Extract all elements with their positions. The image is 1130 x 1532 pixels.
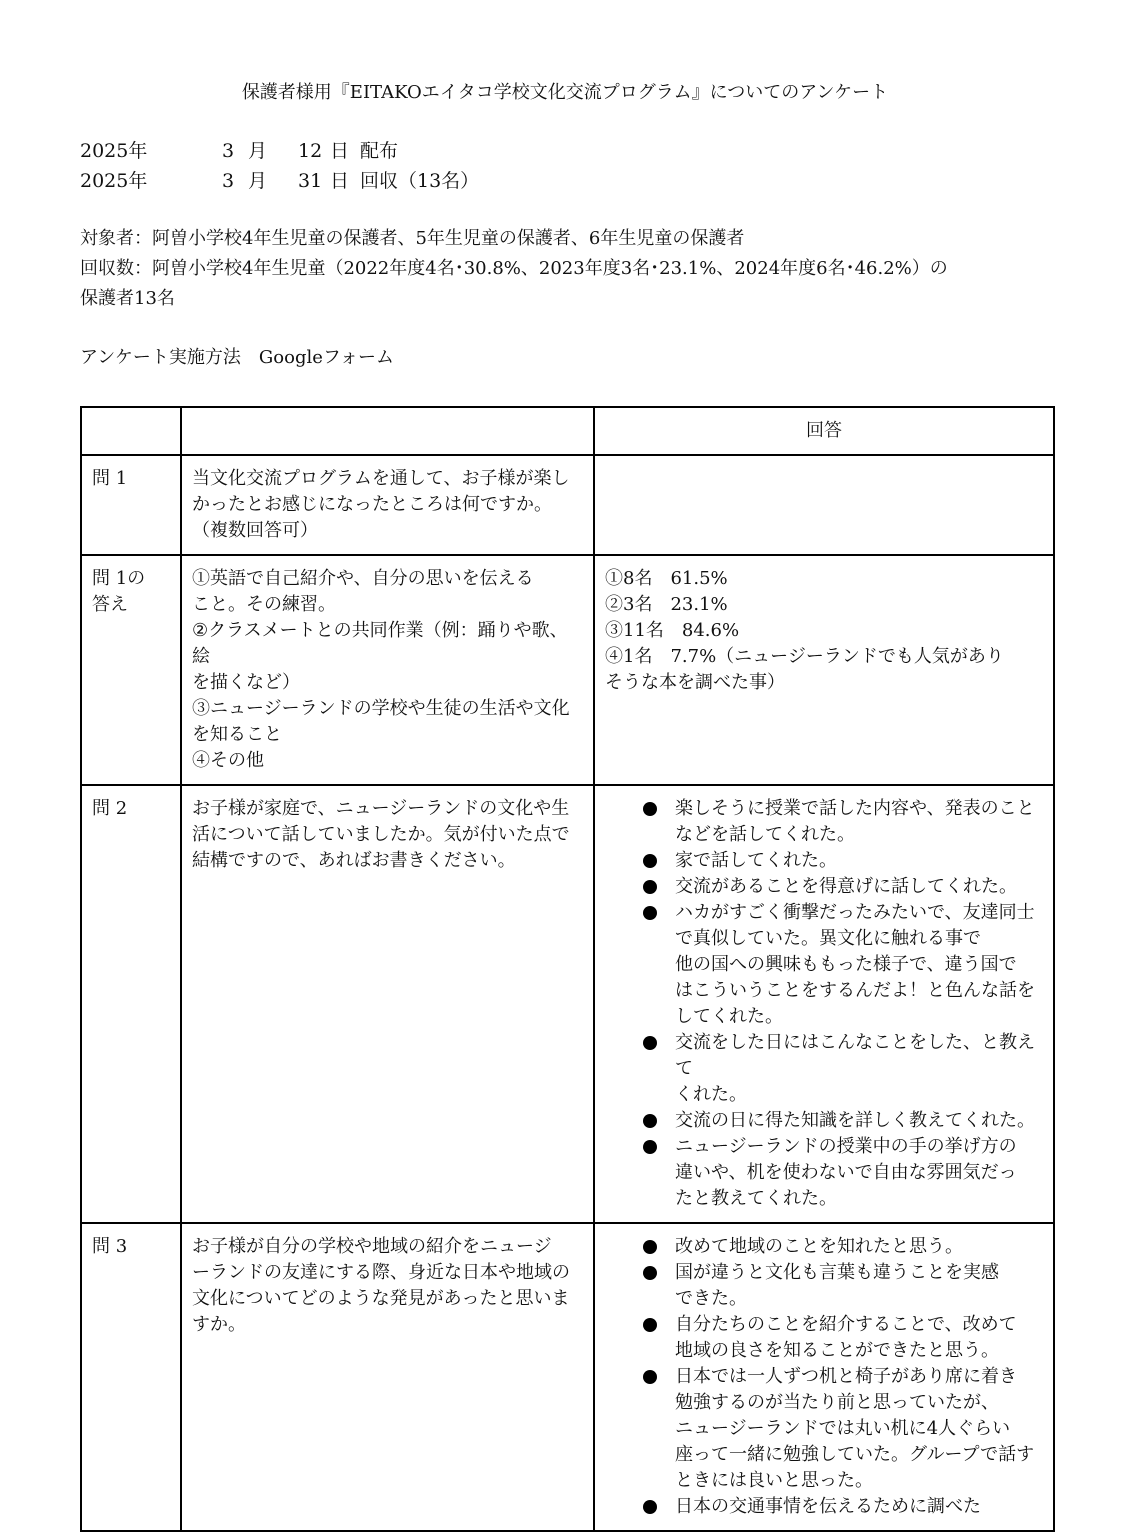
date-month: 3 <box>222 170 235 192</box>
question-label: 問 3 <box>81 1223 181 1531</box>
table-row-q2 <box>81 785 1054 1223</box>
survey-table <box>80 406 1055 1532</box>
date-year: 2025年 <box>80 140 148 162</box>
table-row-q3 <box>81 1223 1054 1531</box>
date-label: 配布 <box>360 140 399 162</box>
page-title: 保護者様用『EITAKOエイタコ学校文化交流プログラム』についてのアンケート <box>241 82 889 103</box>
table-row-q1-answer <box>81 555 1054 785</box>
survey-method: アンケート実施方法 Googleフォーム <box>80 347 395 368</box>
list-item: 日本の交通事情を伝えるために調べた <box>641 1494 1043 1520</box>
answer-options: ①英語で自己紹介や、自分の思いを伝える こと。その練習。 ②クラスメートとの共同作業（例：踊りや歌、絵 を描くなど） ③ニュージーランドの学校や生徒の生活や文化 を知ること ④その他 <box>181 555 594 785</box>
list-item: 交流をした日にはこんなことをした、と教えて くれた。 <box>641 1030 1043 1108</box>
table-header-row <box>81 407 1054 455</box>
collected-line: 回収数：阿曽小学校4年生児童（2022年度4名･30.8%、2023年度3名･23.1%、2024年度6名･46.2%）の <box>80 258 948 279</box>
question-text: お子様が家庭で、ニュージーランドの文化や生 活について話していましたか。気が付いた点で 結構ですので、あればお書きください。 <box>181 785 594 1223</box>
header-cell-empty <box>181 407 594 455</box>
date-month-unit: 月 <box>248 140 268 162</box>
header-cell-empty <box>81 407 181 455</box>
date-day-unit: 日 <box>330 140 350 162</box>
collection-date <box>80 166 479 196</box>
list-item: 自分たちのことを紹介することで、改めて 地域の良さを知ることができたと思う。 <box>641 1312 1043 1364</box>
question-text: 当文化交流プログラムを通して、お子様が楽し かったとお感じになったところは何ですか。 （複数回答可） <box>181 455 594 555</box>
date-month: 3 <box>222 140 235 162</box>
list-item: 交流の日に得た知識を詳しく教えてくれた。 <box>641 1108 1043 1134</box>
date-month-unit: 月 <box>248 170 268 192</box>
date-block <box>80 136 479 196</box>
list-item: ハカがすごく衝撃だったみたいで、友達同士 で真似していた。異文化に触れる事で 他の国への興味ももった様子で、違う国で はこういうことをするんだよ！と色んな話を してくれた。 <box>641 900 1043 1030</box>
list-item: 国が違うと文化も言葉も違うことを実感 できた。 <box>641 1260 1043 1312</box>
question-text: お子様が自分の学校や地域の紹介をニュージ ーランドの友達にする際、身近な日本や地域の 文化についてどのような発見があったと思いま すか。 <box>181 1223 594 1531</box>
date-year: 2025年 <box>80 170 148 192</box>
header-answer: 回答 <box>594 407 1054 455</box>
collected-line-2: 保護者13名 <box>80 288 175 309</box>
answer-list <box>605 1234 1043 1520</box>
target-line: 対象者：阿曽小学校4年生児童の保護者、5年生児童の保護者、6年生児童の保護者 <box>80 228 745 249</box>
date-day: 12 <box>298 140 323 162</box>
list-item: 交流があることを得意げに話してくれた。 <box>641 874 1043 900</box>
date-day-unit: 日 <box>330 170 350 192</box>
date-day: 31 <box>298 170 323 192</box>
answer-list <box>605 796 1043 1212</box>
list-item: 日本では一人ずつ机と椅子があり席に着き 勉強するのが当たり前と思っていたが、 ニュージーランドでは丸い机に4人ぐらい 座って一緒に勉強していた。グループで話す ときには良いと思った。 <box>641 1364 1043 1494</box>
question-label: 問 1 <box>81 455 181 555</box>
list-item: 改めて地域のことを知れたと思う。 <box>641 1234 1043 1260</box>
list-item: 楽しそうに授業で話した内容や、発表のこと などを話してくれた。 <box>641 796 1043 848</box>
answer-list-cell <box>594 1223 1054 1531</box>
question-label: 問 1の 答え <box>81 555 181 785</box>
answer-cell-empty <box>594 455 1054 555</box>
answer-results: ①8名 61.5% ②3名 23.1% ③11名 84.6% ④1名 7.7%（ニュージーランドでも人気があり そうな本を調べた事） <box>594 555 1054 785</box>
list-item: 家で話してくれた。 <box>641 848 1043 874</box>
list-item: ニュージーランドの授業中の手の挙げ方の 違いや、机を使わないで自由な雰囲気だっ たと教えてくれた。 <box>641 1134 1043 1212</box>
distribution-date <box>80 136 479 166</box>
table-row-q1 <box>81 455 1054 555</box>
date-label: 回収（13名） <box>360 170 480 192</box>
answer-list-cell <box>594 785 1054 1223</box>
question-label: 問 2 <box>81 785 181 1223</box>
